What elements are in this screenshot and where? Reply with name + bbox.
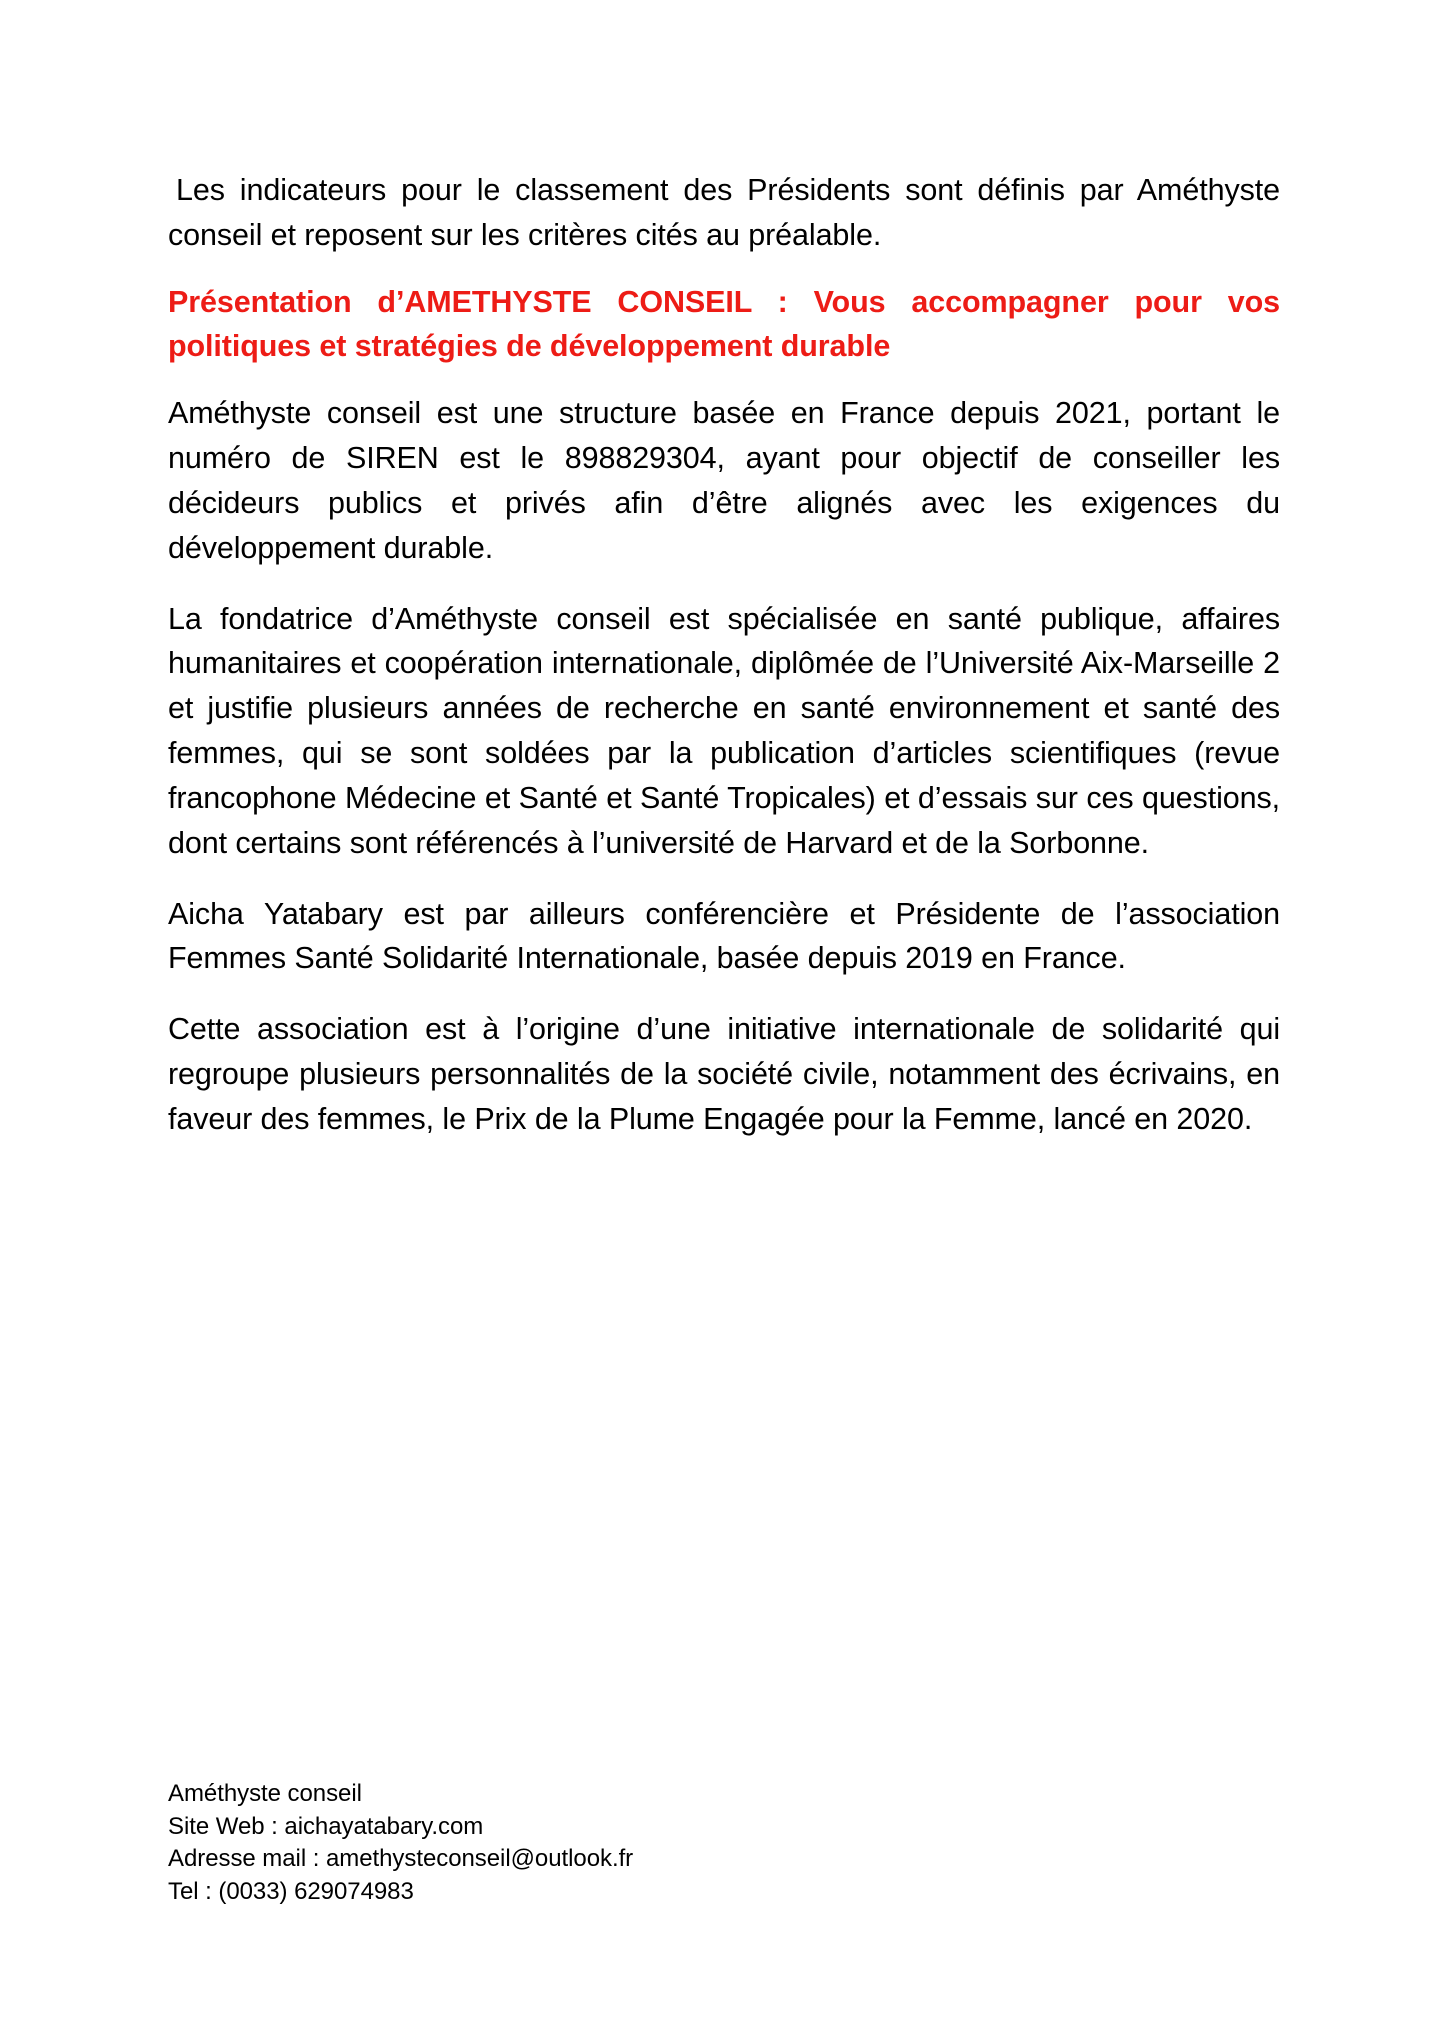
- footer-company-name: Améthyste conseil: [168, 1780, 362, 1807]
- footer-email: Adresse mail : amethysteconseil@outlook.fr: [168, 1845, 634, 1873]
- footer-website: Site Web : aichayatabary.com: [168, 1812, 484, 1840]
- paragraph-association-initiative: Cette association est à l’origine d’une initiative internationale de solidarité qui regroupe plusieurs personnalités de la société civile, notamment des écrivains, en faveur des femmes, le Prix de la Plume Engagée pour la Femme, lancé en 2020.: [168, 1012, 1280, 1136]
- paragraph-company-description: Améthyste conseil est une structure basée en France depuis 2021, portant le numéro de SIREN est le 898829304, ayant pour objectif de conseiller les décideurs publics et privés afin d’être alignés avec les exigences du développement durable.: [168, 396, 1280, 565]
- document-body: [168, 168, 1280, 1142]
- footer-phone: Tel : (0033) 629074983: [168, 1877, 414, 1905]
- intro-paragraph: Les indicateurs pour le classement des Présidents sont définis par Améthyste conseil et reposent sur les critères cités au préalable.: [168, 173, 1280, 252]
- paragraph-speaker-role: Aicha Yatabary est par ailleurs conférencière et Présidente de l’association Femmes Santé Solidarité Internationale, basée depuis 2019 en France.: [168, 896, 1280, 976]
- page-footer: [168, 1778, 1068, 1909]
- section-heading-presentation: Présentation d’AMETHYSTE CONSEIL : Vous accompagner pour vos politiques et stratégies de développement durable: [168, 284, 1280, 364]
- paragraph-founder-background: La fondatrice d’Améthyste conseil est spécialisée en santé publique, affaires humanitaires et coopération internationale, diplômée de l’Université Aix-Marseille 2 et justifie plusieurs années de recherche en santé environnement et santé des femmes, qui se sont soldées par la publication d’articles scientifiques (revue francophone Médecine et Santé et Santé Tropicales) et d’essais sur ces questions, dont certains sont référencés à l’université de Harvard et de la Sorbonne.: [168, 601, 1280, 860]
